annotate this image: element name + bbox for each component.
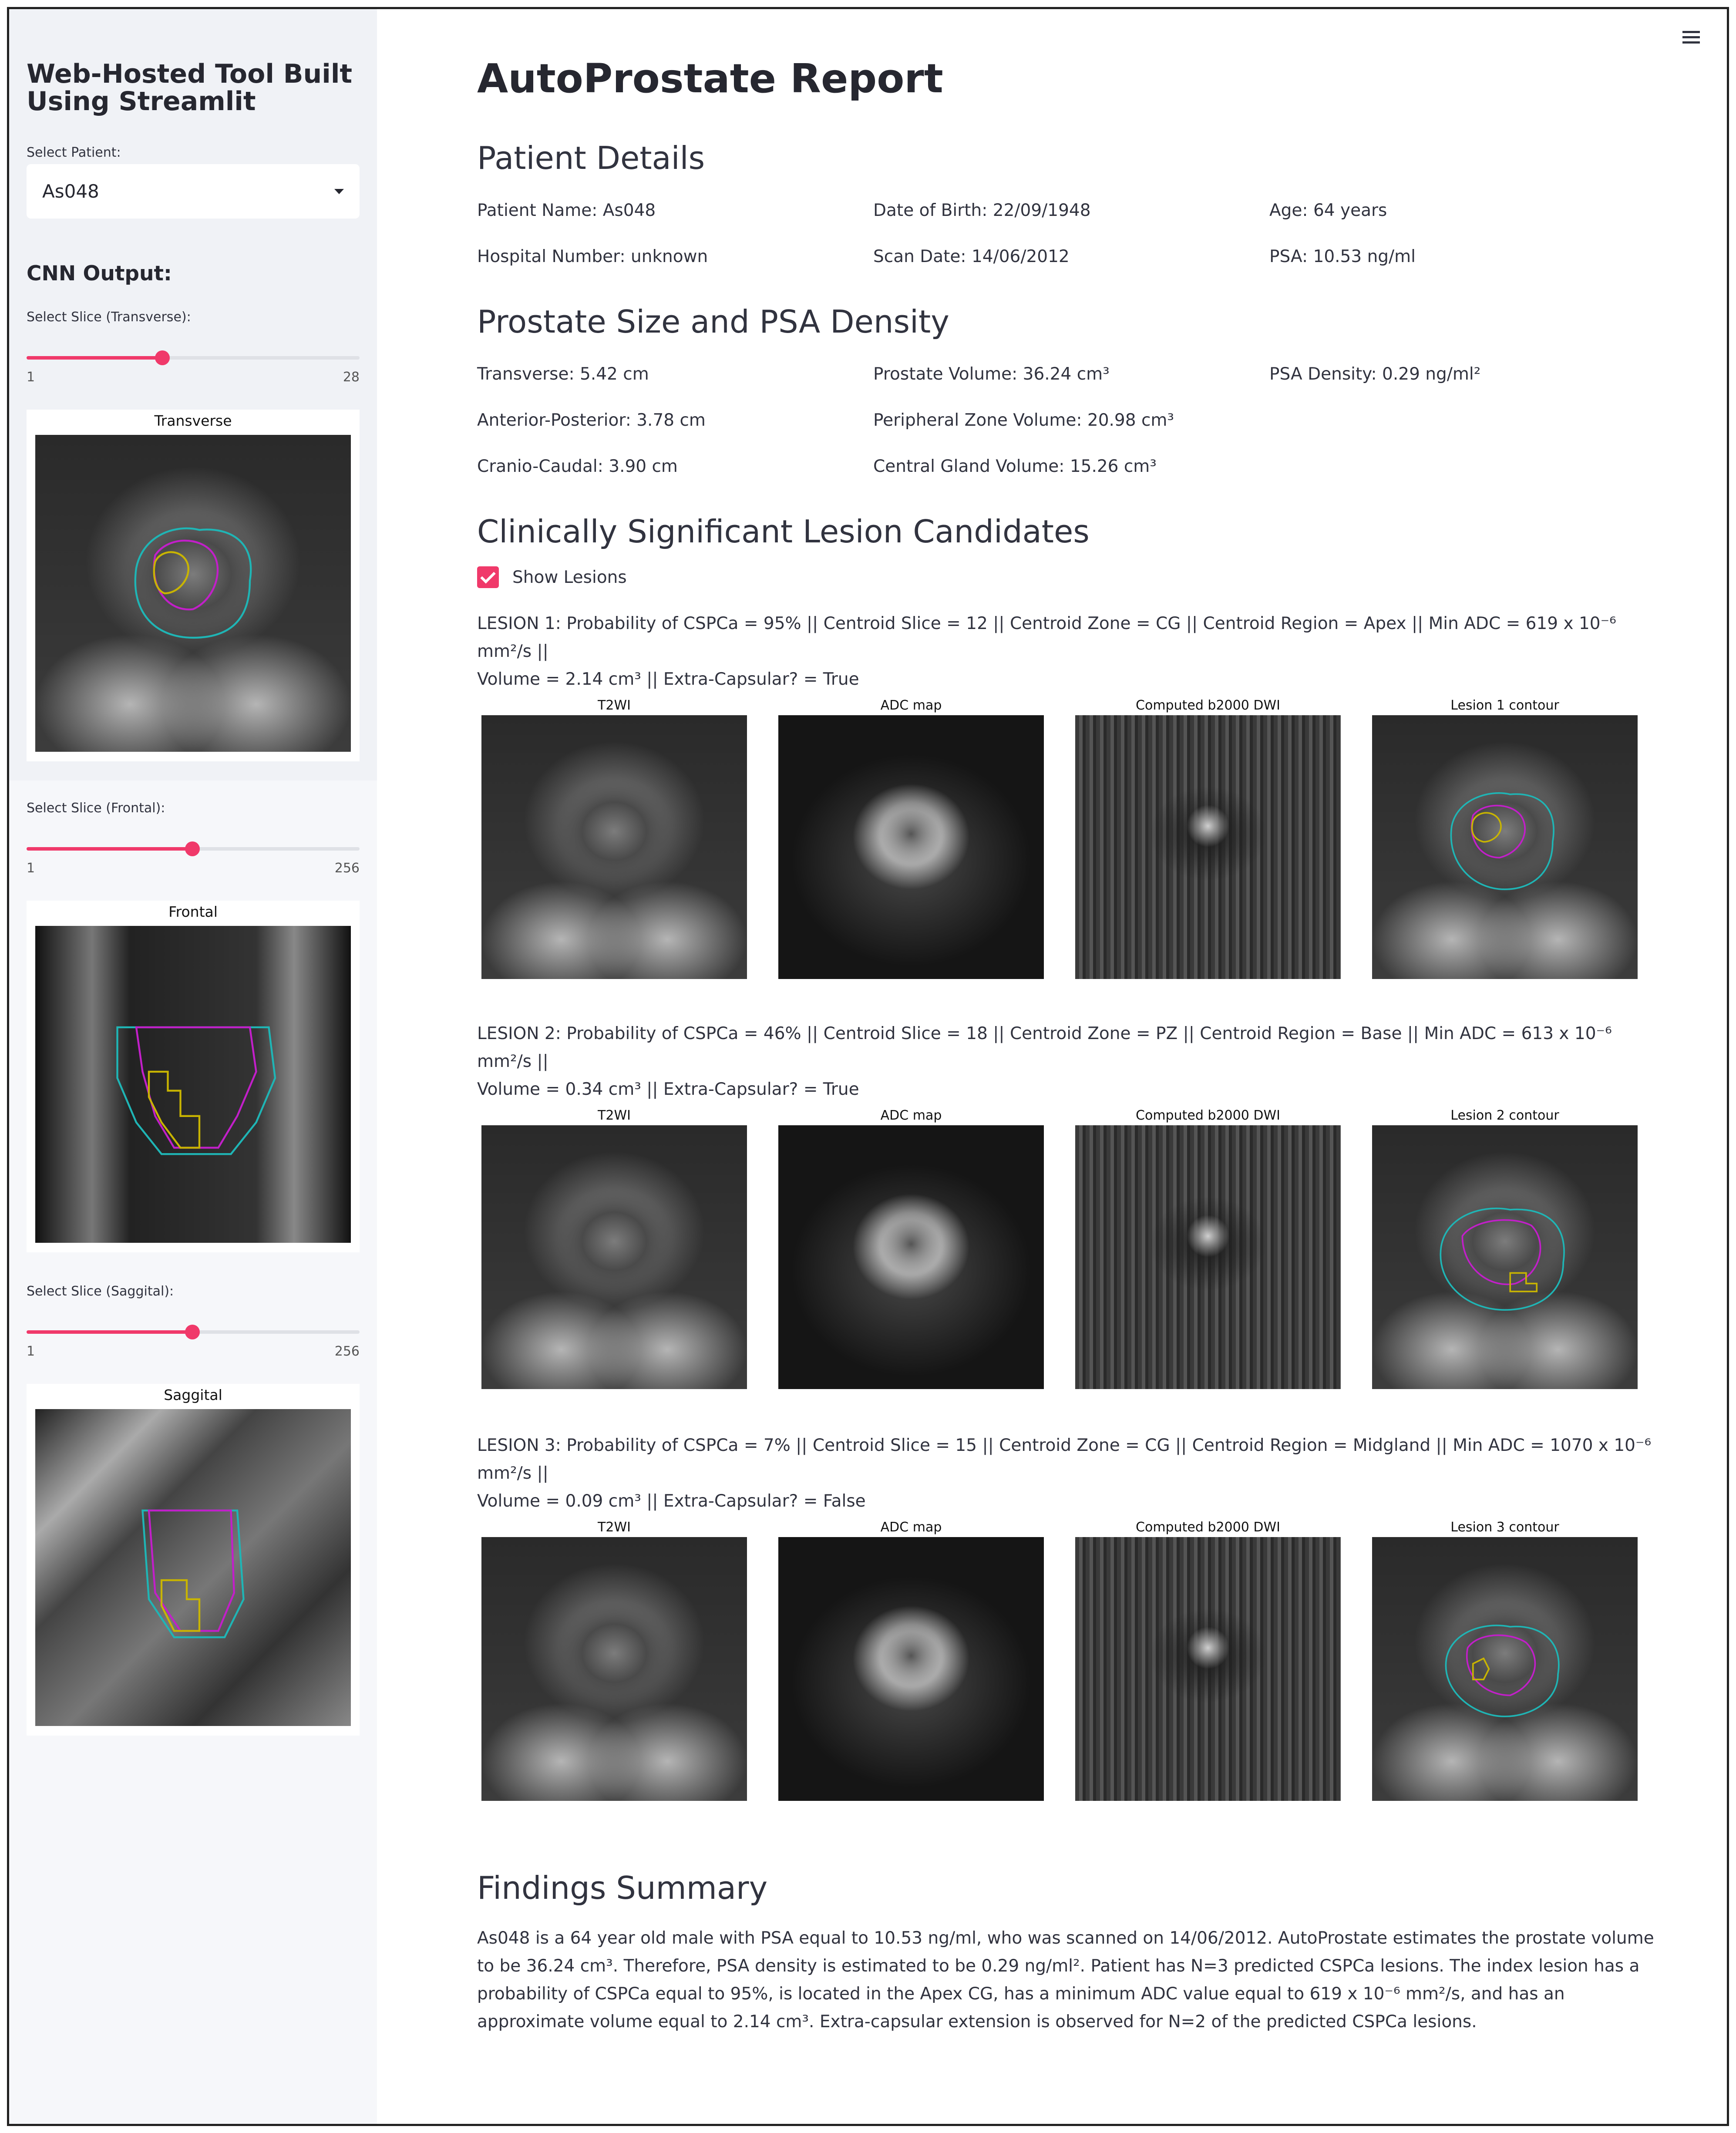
lesion-2-contour-overlay bbox=[1372, 1125, 1638, 1389]
lesion-candidates-heading: Clinically Significant Lesion Candidates bbox=[477, 513, 1090, 550]
slider-max: 256 bbox=[334, 861, 360, 876]
saggital-contour-overlay bbox=[35, 1409, 351, 1726]
lesion-3-adc-image bbox=[778, 1537, 1044, 1801]
saggital-slider[interactable] bbox=[27, 1321, 360, 1359]
slider-fill bbox=[27, 1330, 192, 1334]
transverse-size: Transverse: 5.42 cm bbox=[477, 364, 649, 384]
patient-select[interactable] bbox=[27, 164, 360, 219]
transverse-panel bbox=[27, 410, 360, 761]
lesion-1-t2wi-image bbox=[481, 715, 747, 979]
frontal-slider-label: Select Slice (Frontal): bbox=[27, 801, 165, 816]
image-title-contour: Lesion 1 contour bbox=[1450, 698, 1559, 713]
findings-summary-heading: Findings Summary bbox=[477, 1870, 768, 1906]
image-title-t2wi: T2WI bbox=[598, 698, 631, 713]
psa-value: PSA: 10.53 ng/ml bbox=[1269, 247, 1416, 266]
transverse-image bbox=[35, 435, 351, 752]
prostate-size-heading: Prostate Size and PSA Density bbox=[477, 303, 949, 340]
image-title-dwi: Computed b2000 DWI bbox=[1136, 1520, 1280, 1535]
saggital-slider-label: Select Slice (Saggital): bbox=[27, 1284, 174, 1299]
frontal-contour-overlay bbox=[35, 926, 351, 1243]
cranio-caudal-size: Cranio-Caudal: 3.90 cm bbox=[477, 457, 678, 476]
scan-date: Scan Date: 14/06/2012 bbox=[873, 247, 1070, 266]
lesion-3-dwi-image bbox=[1075, 1537, 1341, 1801]
transverse-slider-label: Select Slice (Transverse): bbox=[27, 310, 191, 325]
lesion-2-description bbox=[477, 1020, 1661, 1104]
hospital-number: Hospital Number: unknown bbox=[477, 247, 708, 266]
image-title-t2wi: T2WI bbox=[598, 1520, 631, 1535]
lesion-1-contour-image bbox=[1372, 715, 1638, 979]
lesion-3-contour-image bbox=[1372, 1537, 1638, 1801]
lesion-1-line-2: Volume = 2.14 cm³ || Extra-Capsular? = True bbox=[477, 670, 859, 689]
image-title-contour: Lesion 3 contour bbox=[1450, 1520, 1559, 1535]
select-patient-label: Select Patient: bbox=[27, 145, 121, 160]
page-title: AutoProstate Report bbox=[477, 55, 943, 102]
peripheral-zone-volume: Peripheral Zone Volume: 20.98 cm³ bbox=[873, 410, 1174, 430]
prostate-volume: Prostate Volume: 36.24 cm³ bbox=[873, 364, 1110, 384]
transverse-contour-overlay bbox=[35, 435, 351, 752]
saggital-panel bbox=[27, 1384, 360, 1736]
lesion-2-line-2: Volume = 0.34 cm³ || Extra-Capsular? = True bbox=[477, 1080, 859, 1099]
slider-max: 28 bbox=[343, 370, 360, 385]
transverse-slider[interactable] bbox=[27, 347, 360, 385]
anterior-posterior-size: Anterior-Posterior: 3.78 cm bbox=[477, 410, 706, 430]
chevron-down-icon[interactable] bbox=[334, 189, 344, 194]
slider-min: 1 bbox=[27, 861, 35, 876]
image-title-adc: ADC map bbox=[880, 1520, 942, 1535]
slider-thumb[interactable] bbox=[185, 841, 200, 856]
patient-name: Patient Name: As048 bbox=[477, 201, 656, 220]
show-lesions-checkbox[interactable] bbox=[477, 566, 499, 588]
psa-density: PSA Density: 0.29 ng/ml² bbox=[1269, 364, 1481, 384]
lesion-2-dwi-image bbox=[1075, 1125, 1341, 1389]
lesion-1-line-1: LESION 1: Probability of CSPCa = 95% || Centroid Slice = 12 || Centroid Zone = CG || Centroid Region = Apex || Min ADC = 619 x 10⁻⁶ mm²/s || bbox=[477, 614, 1616, 661]
transverse-image-title: Transverse bbox=[154, 412, 232, 429]
sidebar bbox=[9, 9, 377, 2124]
lesion-1-description bbox=[477, 610, 1661, 693]
cnn-output-heading: CNN Output: bbox=[27, 262, 172, 286]
slider-thumb[interactable] bbox=[185, 1325, 200, 1339]
report-area bbox=[377, 9, 1727, 2124]
slider-thumb[interactable] bbox=[155, 350, 170, 365]
sidebar-title: Web-Hosted Tool Built Using Streamlit bbox=[27, 59, 353, 117]
image-title-dwi: Computed b2000 DWI bbox=[1136, 1108, 1280, 1123]
lesion-2-t2wi-image bbox=[481, 1125, 747, 1389]
lesion-1-contour-overlay bbox=[1372, 715, 1638, 979]
slider-max: 256 bbox=[334, 1344, 360, 1359]
image-title-adc: ADC map bbox=[880, 1108, 942, 1123]
patient-details-heading: Patient Details bbox=[477, 140, 705, 176]
slider-fill bbox=[27, 847, 192, 851]
frontal-panel bbox=[27, 901, 360, 1252]
slider-min: 1 bbox=[27, 1344, 35, 1359]
patient-select-value: As048 bbox=[42, 181, 99, 202]
frontal-image bbox=[35, 926, 351, 1243]
lesion-3-t2wi-image bbox=[481, 1537, 747, 1801]
saggital-image-title: Saggital bbox=[164, 1386, 222, 1403]
central-gland-volume: Central Gland Volume: 15.26 cm³ bbox=[873, 457, 1157, 476]
lesion-3-description bbox=[477, 1432, 1661, 1515]
app-window bbox=[7, 7, 1729, 2126]
lesion-3-line-1: LESION 3: Probability of CSPCa = 7% || Centroid Slice = 15 || Centroid Zone = CG || Centroid Region = Midgland || Min ADC = 1070 x 10⁻⁶ mm²/s || bbox=[477, 1436, 1652, 1483]
slider-min: 1 bbox=[27, 370, 35, 385]
findings-summary-text: As048 is a 64 year old male with PSA equal to 10.53 ng/ml, who was scanned on 14/06/2012. AutoProstate estimates the prostate volume to be 36.24 cm³. Therefore, PSA density is estimated to be 0.29 ng/ml². Patient has N=3 predicted CSPCa lesions. The index lesion has a probability of CSPCa equal to 95%, is located in the Apex CG, has a minimum ADC value equal to 619 x 10⁻⁶ mm²/s, and has an approximate volume equal to 2.14 cm³. Extra-capsular extension is observed for N=2 of the predicted CSPCa lesions. bbox=[477, 1928, 1654, 2032]
frontal-image-title: Frontal bbox=[168, 903, 218, 920]
lesion-2-adc-image bbox=[778, 1125, 1044, 1389]
image-title-dwi: Computed b2000 DWI bbox=[1136, 698, 1280, 713]
saggital-image bbox=[35, 1409, 351, 1726]
date-of-birth: Date of Birth: 22/09/1948 bbox=[873, 201, 1091, 220]
image-title-contour: Lesion 2 contour bbox=[1450, 1108, 1559, 1123]
frontal-slider[interactable] bbox=[27, 838, 360, 876]
slider-fill bbox=[27, 356, 162, 360]
image-title-adc: ADC map bbox=[880, 698, 942, 713]
lesion-1-dwi-image bbox=[1075, 715, 1341, 979]
patient-age: Age: 64 years bbox=[1269, 201, 1387, 220]
hamburger-menu-icon[interactable] bbox=[1682, 31, 1700, 44]
lesion-2-line-1: LESION 2: Probability of CSPCa = 46% || Centroid Slice = 18 || Centroid Zone = PZ || Centroid Region = Base || Min ADC = 613 x 10⁻⁶ mm²/s || bbox=[477, 1024, 1612, 1071]
lesion-2-contour-image bbox=[1372, 1125, 1638, 1389]
lesion-3-line-2: Volume = 0.09 cm³ || Extra-Capsular? = False bbox=[477, 1491, 866, 1511]
image-title-t2wi: T2WI bbox=[598, 1108, 631, 1123]
show-lesions-label[interactable]: Show Lesions bbox=[512, 568, 627, 587]
lesion-1-adc-image bbox=[778, 715, 1044, 979]
lesion-3-contour-overlay bbox=[1372, 1537, 1638, 1801]
